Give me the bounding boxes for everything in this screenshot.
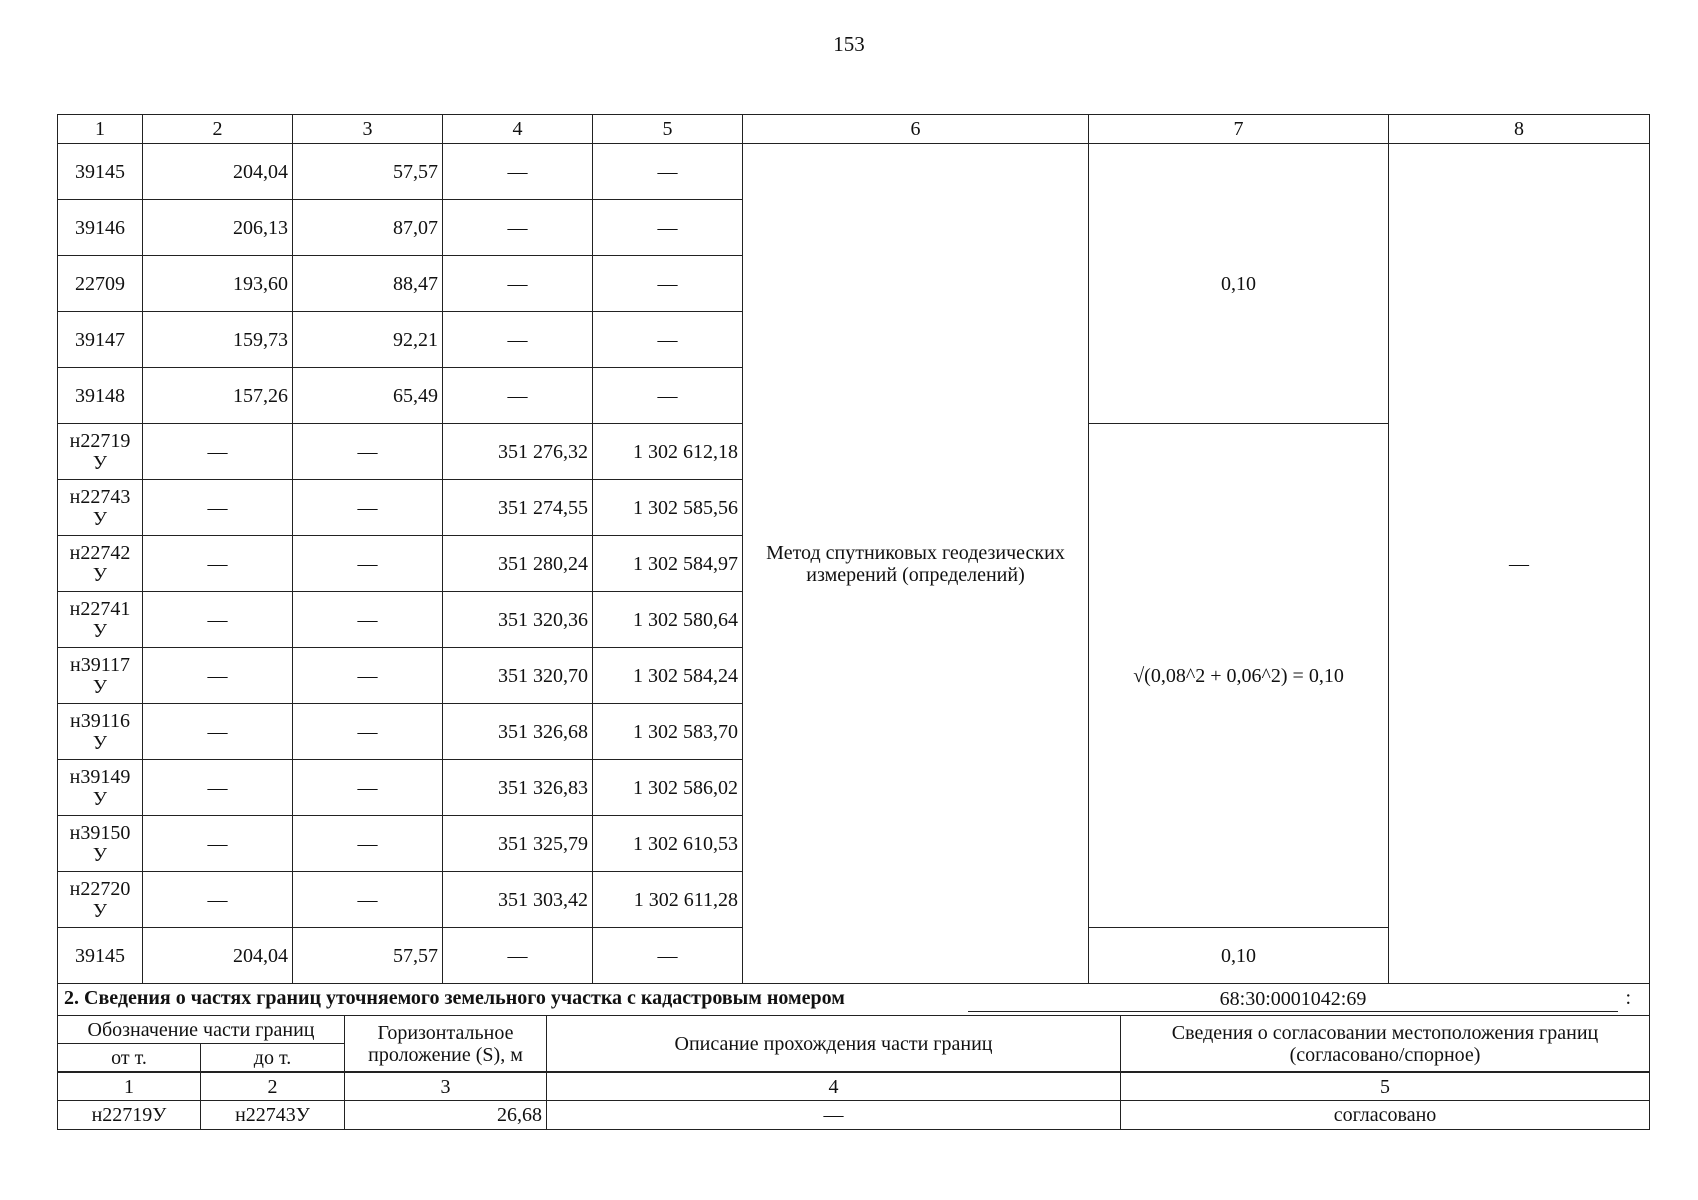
cell-col4: — <box>443 928 593 984</box>
cadastral-number: 68:30:0001042:69 <box>968 987 1618 1012</box>
cell-col5: — <box>593 256 743 312</box>
cell-col4: 351 320,70 <box>443 648 593 704</box>
cell-col2: — <box>143 704 293 760</box>
cell-col4: 351 280,24 <box>443 536 593 592</box>
point-name <box>58 816 143 872</box>
cell-col5: 1 302 610,53 <box>593 816 743 872</box>
cell-col5: — <box>593 928 743 984</box>
point-name-part: 22709 <box>75 272 125 295</box>
col8-cell: — <box>1389 144 1650 984</box>
point-name-part: н39117 <box>70 653 130 676</box>
cell-col3: — <box>293 424 443 480</box>
cell-col3: 57,57 <box>293 144 443 200</box>
point-name <box>58 424 143 480</box>
column-number: 4 <box>547 1072 1121 1101</box>
point-name <box>58 312 143 368</box>
point-name-part: У <box>92 899 108 922</box>
point-name <box>58 592 143 648</box>
header-cell: 5 <box>593 115 743 144</box>
cell-col2: — <box>143 536 293 592</box>
cell-col4: 351 325,79 <box>443 816 593 872</box>
point-name-part: 39145 <box>75 944 125 967</box>
cell-col4: 351 274,55 <box>443 480 593 536</box>
cell-col4: 351 276,32 <box>443 424 593 480</box>
point-name-part: У <box>92 619 108 642</box>
header-cell: 7 <box>1089 115 1389 144</box>
cell-col3: — <box>293 704 443 760</box>
cell-col2: 193,60 <box>143 256 293 312</box>
point-name-part: 39146 <box>75 216 125 239</box>
from-header: от т. <box>58 1044 201 1073</box>
cell-col3: 88,47 <box>293 256 443 312</box>
point-name-part: 39147 <box>75 328 125 351</box>
coordinates-table <box>57 114 1650 984</box>
column-number: 2 <box>201 1072 345 1101</box>
horizontal-distance: 26,68 <box>345 1101 547 1130</box>
cell-col2: — <box>143 760 293 816</box>
point-name-part: У <box>92 451 108 474</box>
cell-col3: — <box>293 760 443 816</box>
horizontal-header: Горизонтальное проложение (S), м <box>345 1016 547 1073</box>
description-header: Описание прохождения части границ <box>547 1016 1121 1073</box>
cell-col2: 206,13 <box>143 200 293 256</box>
cell-col3: 57,57 <box>293 928 443 984</box>
cell-col4: 351 303,42 <box>443 872 593 928</box>
point-name <box>58 760 143 816</box>
cell-col4: 351 326,83 <box>443 760 593 816</box>
cell-col5: 1 302 612,18 <box>593 424 743 480</box>
boundary-description: — <box>547 1101 1121 1130</box>
cell-col5: 1 302 611,28 <box>593 872 743 928</box>
cell-col3: — <box>293 648 443 704</box>
point-name <box>58 704 143 760</box>
point-name-part: У <box>92 675 108 698</box>
column-number-row <box>58 1072 1650 1101</box>
cell-col4: — <box>443 368 593 424</box>
point-name-part: н39149 <box>69 765 131 788</box>
point-name-part: н22743 <box>69 485 131 508</box>
agreement-status: согласовано <box>1121 1101 1650 1130</box>
header-cell: 8 <box>1389 115 1650 144</box>
cell-col5: 1 302 580,64 <box>593 592 743 648</box>
cell-col4: — <box>443 256 593 312</box>
point-name-part: н22719 <box>69 429 131 452</box>
accuracy-bottom: 0,10 <box>1089 928 1389 984</box>
cell-col3: — <box>293 592 443 648</box>
column-number: 1 <box>58 1072 201 1101</box>
cell-col5: 1 302 584,24 <box>593 648 743 704</box>
agreement-header: Сведения о согласовании местоположения границ (согласовано/спорное) <box>1121 1016 1650 1073</box>
cell-col5: — <box>593 368 743 424</box>
accuracy-top: 0,10 <box>1089 144 1389 424</box>
cell-col4: 351 326,68 <box>443 704 593 760</box>
cell-col3: 87,07 <box>293 200 443 256</box>
cell-col4: — <box>443 200 593 256</box>
to-header: до т. <box>201 1044 345 1073</box>
cell-col4: 351 320,36 <box>443 592 593 648</box>
section-title-cell <box>58 980 1650 1016</box>
point-name <box>58 928 143 984</box>
cell-col5: — <box>593 144 743 200</box>
cell-col3: — <box>293 480 443 536</box>
cell-col4: — <box>443 144 593 200</box>
page-number: 153 <box>833 32 865 56</box>
header-cell: 1 <box>58 115 143 144</box>
cell-col5: 1 302 583,70 <box>593 704 743 760</box>
cell-col3: 92,21 <box>293 312 443 368</box>
cell-col2: 159,73 <box>143 312 293 368</box>
boundary-parts-table <box>57 980 1650 1130</box>
cell-col2: 157,26 <box>143 368 293 424</box>
header-row <box>58 1016 1650 1044</box>
header-cell: 3 <box>293 115 443 144</box>
point-name <box>58 872 143 928</box>
point-name <box>58 368 143 424</box>
cell-col2: 204,04 <box>143 144 293 200</box>
cell-col4: — <box>443 312 593 368</box>
cell-col2: — <box>143 592 293 648</box>
column-number: 5 <box>1121 1072 1650 1101</box>
point-name <box>58 648 143 704</box>
header-cell: 6 <box>743 115 1089 144</box>
cell-col5: — <box>593 200 743 256</box>
cell-col3: — <box>293 816 443 872</box>
cell-col3: — <box>293 536 443 592</box>
point-name <box>58 536 143 592</box>
header-cell: 2 <box>143 115 293 144</box>
point-name-part: н39116 <box>70 709 130 732</box>
section-title: 2. Сведения о частях границ уточняемого земельного участка с кадастровым номером <box>64 986 845 1009</box>
cell-col2: — <box>143 480 293 536</box>
point-name-part: У <box>92 787 108 810</box>
to-point: н22743У <box>201 1101 345 1130</box>
section-title-row <box>58 980 1650 1016</box>
header-cell: 4 <box>443 115 593 144</box>
point-name-part: 39148 <box>75 384 125 407</box>
accuracy-formula: √(0,08^2 + 0,06^2) = 0,10 <box>1089 424 1389 928</box>
table-row <box>58 1101 1650 1130</box>
point-name <box>58 480 143 536</box>
point-name <box>58 256 143 312</box>
cell-col5: 1 302 585,56 <box>593 480 743 536</box>
point-name <box>58 200 143 256</box>
cell-col2: — <box>143 872 293 928</box>
table-row <box>58 144 1650 200</box>
point-name-part: У <box>92 507 108 530</box>
cell-col5: 1 302 586,02 <box>593 760 743 816</box>
cell-col5: 1 302 584,97 <box>593 536 743 592</box>
cell-col2: 204,04 <box>143 928 293 984</box>
point-name-part: У <box>92 731 108 754</box>
point-name-part: У <box>92 843 108 866</box>
point-name-part: 39145 <box>75 160 125 183</box>
method-cell: Метод спутниковых геодезических измерений (определений) <box>743 144 1089 984</box>
cell-col2: — <box>143 424 293 480</box>
cell-col3: — <box>293 872 443 928</box>
point-name-part: н22741 <box>69 597 131 620</box>
cell-col2: — <box>143 648 293 704</box>
point-name <box>58 144 143 200</box>
cell-col3: 65,49 <box>293 368 443 424</box>
point-name-part: У <box>92 563 108 586</box>
point-name-part: н22742 <box>69 541 131 564</box>
point-name-part: н39150 <box>69 821 131 844</box>
column-number: 3 <box>345 1072 547 1101</box>
from-point: н22719У <box>58 1101 201 1130</box>
cell-col5: — <box>593 312 743 368</box>
cell-col2: — <box>143 816 293 872</box>
title-colon: : <box>1625 986 1632 1009</box>
designation-header: Обозначение части границ <box>58 1016 345 1044</box>
point-name-part: н22720 <box>69 877 131 900</box>
table-header-row <box>58 115 1650 144</box>
